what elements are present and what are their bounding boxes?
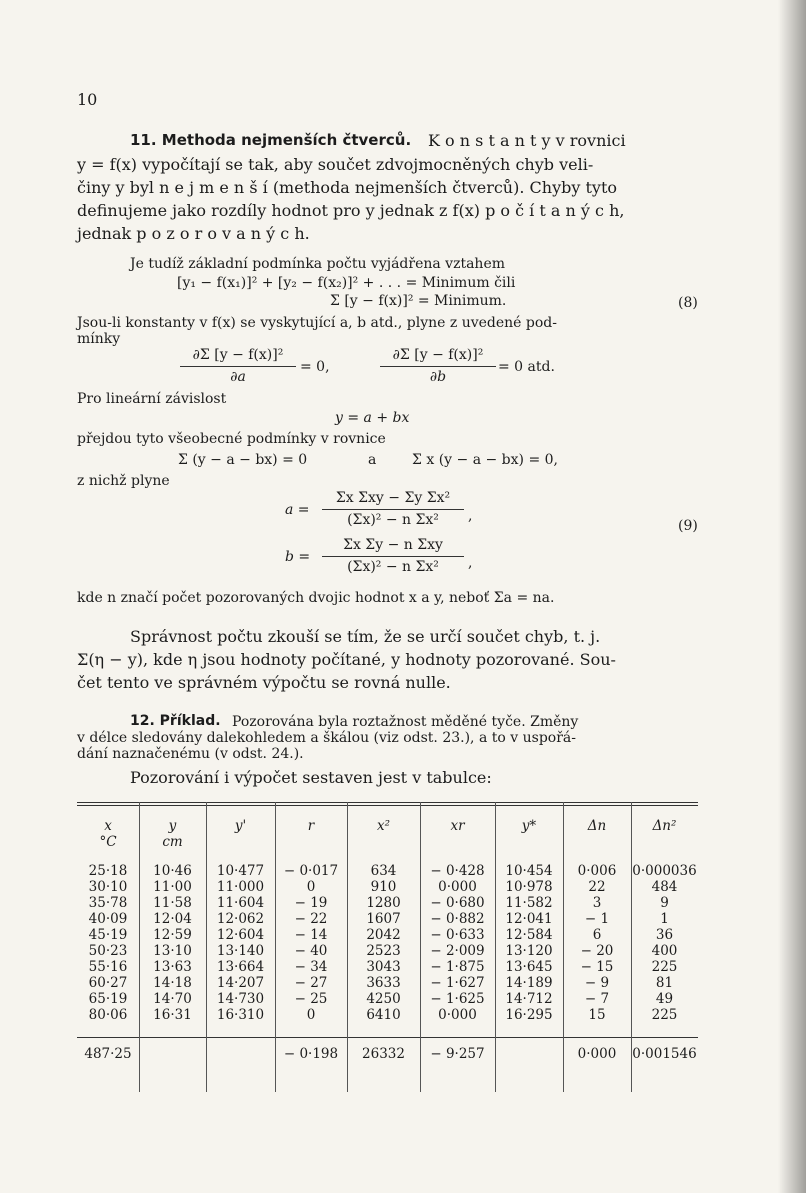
cell-x-squared: 2523	[366, 943, 401, 959]
sum-equation-2: Σ x (y − a − bx) = 0,	[412, 452, 558, 468]
cell-y: 12·04	[153, 911, 192, 927]
cell-y: 11·00	[153, 879, 192, 895]
header-y: y cm	[162, 818, 183, 850]
cell-y: 16·31	[153, 1007, 192, 1023]
cell-xr: 0·000	[438, 879, 477, 895]
cell-x: 35·78	[88, 895, 128, 911]
table-row	[77, 1007, 698, 1023]
cell-y-star: 14·189	[505, 975, 553, 991]
cell-r: − 40	[294, 943, 328, 959]
a-formula-numerator: Σx Σxy − Σy Σx²	[335, 490, 451, 506]
cell-y: 14·70	[153, 991, 192, 1007]
cell-y: 11·58	[153, 895, 192, 911]
cell-xr: − 0·882	[430, 911, 485, 927]
equation-minimum: Σ [y − f(x)]² = Minimum.	[330, 293, 507, 309]
cell-y-prime: 14·207	[216, 975, 265, 991]
cell-x: 25·18	[88, 863, 128, 879]
table-row	[77, 863, 698, 879]
section-11-heading: 11. Methoda nejmenších čtverců.	[130, 131, 412, 149]
section-11-line-0: K o n s t a n t y v rovnici	[428, 131, 626, 150]
partial-b-numerator: ∂Σ [y − f(x)]²	[392, 347, 484, 363]
cell-r: − 34	[294, 959, 328, 975]
cell-r: − 22	[294, 911, 328, 927]
cell-r: 0	[306, 879, 316, 895]
section-12-line-1: v délce sledovány dalekohledem a škálou (viz odst. 23.), a to v uspořá-	[77, 730, 576, 746]
cell-y: 13·63	[153, 959, 192, 975]
header-y-star: y*	[521, 818, 537, 834]
where-n-text: kde n značí počet pozorovaných dvojic hodnot x a y, neboť Σa = na.	[77, 590, 555, 606]
cell-x-squared: 634	[370, 863, 397, 879]
section-12-line-0: Pozorována byla roztažnost měděné tyče. Změny	[232, 714, 579, 730]
cell-y-star: 13·645	[505, 959, 553, 975]
header-delta-n: Δn	[587, 818, 607, 834]
linear-equation: y = a + bx	[335, 410, 410, 426]
cell-r: 0	[306, 1007, 316, 1023]
check-line-1: Σ(η − y), kde η jsou hodnoty počítané, y hodnoty pozorované. Sou-	[77, 650, 616, 669]
partial-a-numerator: ∂Σ [y − f(x)]²	[192, 347, 284, 363]
header-r: r	[307, 818, 315, 834]
page-binding-shadow	[778, 0, 806, 1193]
cell-y-prime: 16·310	[216, 1007, 265, 1023]
cell-delta-n: − 9	[584, 975, 610, 991]
b-formula-comma: ,	[468, 555, 473, 571]
cell-delta-n-squared: 484	[651, 879, 678, 895]
total-y-prime	[206, 1046, 275, 1062]
header-x-squared: x²	[376, 818, 391, 834]
cell-x-squared: 3633	[366, 975, 401, 991]
section-11-line-2: činy y byl n e j m e n š í (methoda nejmenších čtverců). Chyby tyto	[77, 178, 617, 197]
equation-number-9: (9)	[678, 518, 698, 534]
cell-y-star: 10·978	[505, 879, 553, 895]
cell-y: 12·59	[153, 927, 192, 943]
b-formula-lhs: b =	[285, 549, 311, 565]
cell-x-squared: 910	[370, 879, 397, 895]
cell-delta-n-squared: 36	[655, 927, 674, 943]
table-row	[77, 911, 698, 927]
b-formula-numerator: Σx Σy − n Σxy	[343, 537, 443, 553]
total-y	[139, 1046, 206, 1062]
header-x: x °C	[99, 818, 117, 850]
constants-text-line-1: mínky	[77, 331, 121, 347]
a-formula-fraction-bar	[322, 509, 464, 510]
cell-y-star: 10·454	[505, 863, 553, 879]
b-formula-denominator: (Σx)² − n Σx²	[347, 559, 439, 575]
cell-x-squared: 1607	[366, 911, 401, 927]
cell-x-squared: 2042	[366, 927, 401, 943]
partial-b-denominator: ∂b	[429, 369, 447, 385]
total-delta-n-squared: 0·001546	[632, 1046, 697, 1062]
cell-delta-n-squared: 1	[660, 911, 669, 927]
cell-x: 30·10	[88, 879, 128, 895]
cell-xr: − 1·627	[430, 975, 485, 991]
table-row	[77, 927, 698, 943]
cell-delta-n: 0·006	[577, 863, 617, 879]
cell-y-prime: 13·664	[216, 959, 265, 975]
table-row	[77, 895, 698, 911]
cell-x: 65·19	[88, 991, 128, 1007]
section-12-heading: 12. Příklad.	[130, 713, 221, 729]
cell-r: − 14	[294, 927, 328, 943]
check-line-2: čet tento ve správném výpočtu se rovná nulle.	[77, 673, 451, 692]
constants-text-line-0: Jsou-li konstanty v f(x) se vyskytující a, b atd., plyne z uvedené pod-	[77, 315, 557, 331]
table-row	[77, 975, 698, 991]
data-table	[77, 802, 698, 1092]
cell-y-star: 12·584	[505, 927, 553, 943]
header-delta-n-squared: Δn²	[652, 818, 677, 834]
b-formula-fraction-bar	[322, 556, 464, 557]
partial-a-equals: = 0,	[300, 359, 330, 375]
table-header-row	[77, 816, 698, 863]
cell-x: 40·09	[88, 911, 128, 927]
sum-equation-1: Σ (y − a − bx) = 0	[178, 452, 308, 468]
cell-delta-n-squared: 49	[655, 991, 674, 1007]
cell-delta-n-squared: 400	[651, 943, 678, 959]
cell-x: 50·23	[88, 943, 128, 959]
cell-delta-n: 15	[588, 1007, 606, 1023]
cell-delta-n-squared: 225	[651, 959, 678, 975]
cell-delta-n: − 15	[580, 959, 614, 975]
a-formula-comma: ,	[468, 508, 473, 524]
cell-y-prime: 14·730	[216, 991, 265, 1007]
cell-y-star: 11·582	[505, 895, 553, 911]
header-y-prime: y'	[234, 818, 247, 834]
and-word: a	[368, 452, 377, 468]
cell-xr: − 2·009	[430, 943, 485, 959]
cell-delta-n: − 1	[584, 911, 610, 927]
cell-y: 10·46	[153, 863, 192, 879]
check-line-0: Správnost počtu zkouší se tím, že se určí součet chyb, t. j.	[130, 627, 601, 646]
cell-x-squared: 1280	[366, 895, 401, 911]
linear-intro: Pro lineární závislost	[77, 391, 227, 407]
table-top-rule-double	[77, 805, 698, 806]
partial-a-denominator: ∂a	[230, 369, 246, 385]
from-which: z nichž plyne	[77, 473, 170, 489]
table-row	[77, 879, 698, 895]
cell-xr: − 0·428	[430, 863, 485, 879]
table-row	[77, 991, 698, 1007]
cell-y-star: 13·120	[505, 943, 553, 959]
cell-y-prime: 11·604	[216, 895, 265, 911]
table-intro: Pozorování i výpočet sestaven jest v tabulce:	[130, 768, 492, 787]
cell-x: 80·06	[88, 1007, 128, 1023]
page-number: 10	[77, 90, 98, 109]
cell-xr: − 0·680	[430, 895, 485, 911]
section-12-line-2: dání naznačenému (v odst. 24.).	[77, 746, 304, 762]
cell-y-star: 12·041	[505, 911, 553, 927]
total-x-squared: 26332	[362, 1046, 405, 1062]
a-formula-denominator: (Σx)² − n Σx²	[347, 512, 439, 528]
cell-delta-n: 3	[592, 895, 602, 911]
cell-delta-n-squared: 225	[651, 1007, 678, 1023]
section-11-line-3: definujeme jako rozdíly hodnot pro y jednak z f(x) p o č í t a n ý c h,	[77, 201, 625, 220]
cell-y: 13·10	[153, 943, 192, 959]
cell-xr: − 1·625	[430, 991, 485, 1007]
observation-table	[77, 816, 698, 1023]
cell-delta-n: − 7	[584, 991, 610, 1007]
cell-r: − 19	[294, 895, 328, 911]
cell-y-prime: 10·477	[216, 863, 265, 879]
cell-y-prime: 11·000	[216, 879, 265, 895]
table-row	[77, 959, 698, 975]
totals-row	[77, 1046, 698, 1062]
cell-delta-n-squared: 9	[660, 895, 669, 911]
partial-b-fraction-bar	[380, 366, 496, 367]
cell-y-star: 16·295	[505, 1007, 553, 1023]
cell-xr: − 1·875	[430, 959, 485, 975]
cell-y-star: 14·712	[505, 991, 553, 1007]
cell-y-prime: 12·062	[216, 911, 265, 927]
section-11-line-1: y = f(x) vypočítají se tak, aby součet zdvojmocněných chyb veli-	[77, 155, 594, 174]
header-xr: xr	[450, 818, 465, 834]
total-r: − 0·198	[283, 1046, 339, 1062]
cell-delta-n: 6	[592, 927, 602, 943]
cell-x: 55·16	[88, 959, 128, 975]
total-x: 487·25	[84, 1046, 132, 1062]
cell-delta-n-squared: 0·000036	[632, 863, 697, 879]
condition-intro: Je tudíž základní podmínka počtu vyjádřena vztahem	[130, 256, 506, 272]
general-intro: přejdou tyto všeobecné podmínky v rovnice	[77, 431, 386, 447]
cell-y-prime: 12·604	[216, 927, 265, 943]
cell-r: − 27	[294, 975, 328, 991]
a-formula-lhs: a =	[285, 502, 310, 518]
cell-y: 14·18	[153, 975, 192, 991]
table-row	[77, 943, 698, 959]
cell-delta-n-squared: 81	[655, 975, 674, 991]
cell-r: − 0·017	[283, 863, 339, 879]
table-totals-rule	[77, 1037, 698, 1038]
cell-x-squared: 6410	[366, 1007, 401, 1023]
cell-xr: 0·000	[438, 1007, 477, 1023]
total-xr: − 9·257	[430, 1046, 485, 1062]
cell-x-squared: 3043	[366, 959, 401, 975]
table-top-rule	[77, 802, 698, 803]
partial-b-equals: = 0 atd.	[498, 359, 555, 375]
cell-delta-n: − 20	[580, 943, 614, 959]
total-delta-n: 0·000	[577, 1046, 617, 1062]
cell-x: 60·27	[88, 975, 128, 991]
partial-a-fraction-bar	[180, 366, 296, 367]
cell-xr: − 0·633	[430, 927, 485, 943]
section-11-line-4: jednak p o z o r o v a n ý c h.	[77, 224, 310, 243]
totals-table	[77, 1046, 698, 1062]
total-y-star	[495, 1046, 563, 1062]
equation-number-8: (8)	[678, 295, 698, 311]
equation-minimum-expanded: [y₁ − f(x₁)]² + [y₂ − f(x₂)]² + . . . = Minimum čili	[177, 275, 516, 291]
cell-r: − 25	[294, 991, 328, 1007]
cell-y-prime: 13·140	[216, 943, 265, 959]
cell-x: 45·19	[88, 927, 128, 943]
cell-x-squared: 4250	[366, 991, 401, 1007]
cell-delta-n: 22	[588, 879, 606, 895]
